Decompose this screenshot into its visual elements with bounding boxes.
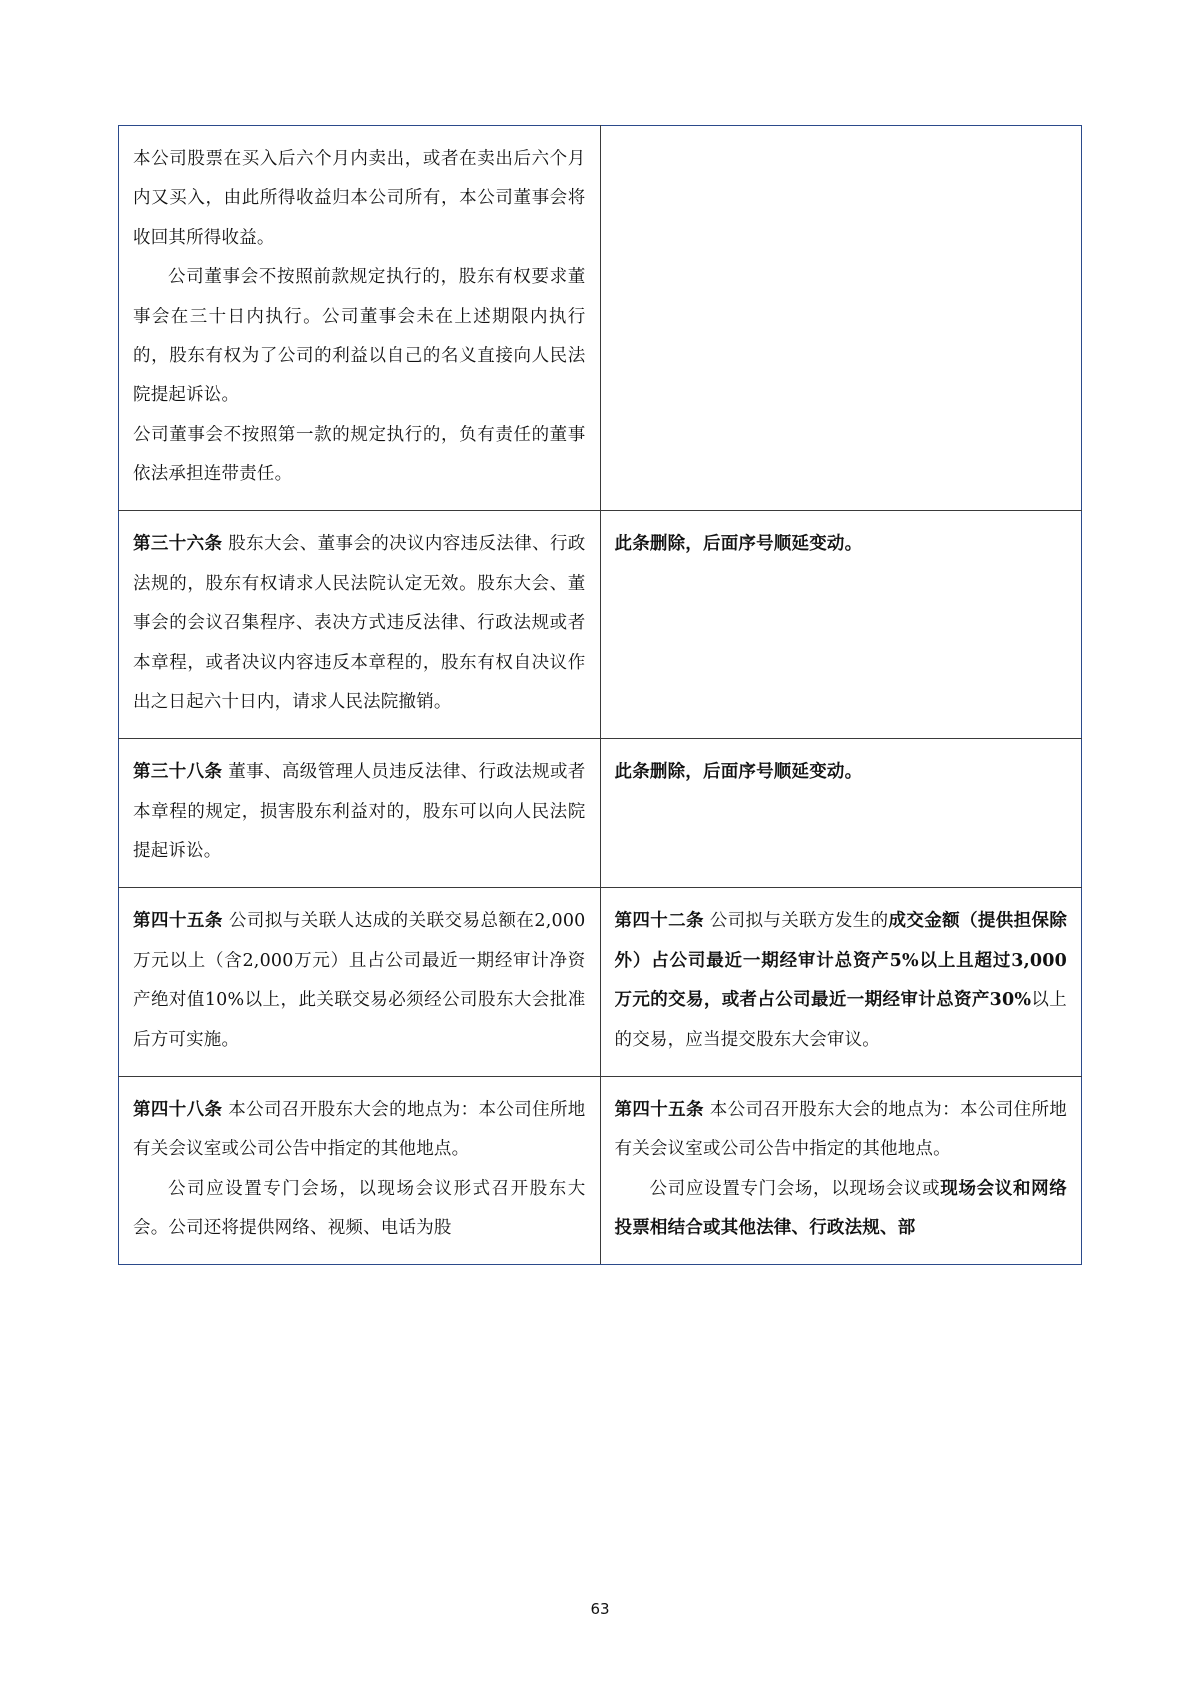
article-number: 第四十二条 [614,911,704,932]
table-cell-revised [600,888,1082,1077]
paragraph [133,753,586,871]
paragraph: 本公司股票在买入后六个月内卖出，或者在卖出后六个月内又买入，由此所得收益归本公司所有，本公司董事会将收回其所得收益。 [133,149,586,248]
table-row [119,511,1082,739]
paragraph [133,525,586,722]
table-cell-original [119,511,601,739]
empty-content [615,140,1068,150]
table-cell-original [119,1076,601,1265]
table-cell-revised [600,1076,1082,1265]
table-cell-revised [600,126,1082,511]
table-cell-original [119,888,601,1077]
table-row [119,739,1082,888]
table-cell-original [119,739,601,888]
article-number: 第四十五条 [133,911,223,932]
article-body: 董事、高级管理人员违反法律、行政法规或者本章程的规定，损害股东利益对的，股东可以向人民法院提起诉讼。 [133,762,586,861]
paragraph [133,1091,586,1170]
article-body: 公司拟与关联方发生的成交金额（提供担保除外）占公司最近一期经审计总资产5%以上且超过3,000万元的交易，或者占公司最近一期经审计总资产30%以上的交易，应当提交股东大会审议。 [614,911,1068,1050]
paragraph: 公司董事会不按照第一款的规定执行的，负有责任的董事依法承担连带责任。 [133,424,586,484]
paragraph: 公司应设置专门会场，以现场会议或现场会议和网络投票相结合或其他法律、行政法规、部 [614,1178,1067,1238]
page-number: 63 [590,1600,610,1618]
article-number: 第三十八条 [133,762,223,783]
article-number: 第四十五条 [614,1099,704,1120]
paragraph [133,902,586,1060]
table-body [119,126,1082,1265]
paragraph: 此条删除，后面序号顺延变动。 [614,534,863,555]
article-number: 第三十六条 [133,534,223,555]
table-row [119,126,1082,511]
article-body: 本公司召开股东大会的地点为：本公司住所地有关会议室或公司公告中指定的其他地点。 [614,1099,1068,1160]
table-cell-revised [600,739,1082,888]
article-body: 公司拟与关联人达成的关联交易总额在2,000万元以上（含2,000万元）且占公司最近一期经审计净资产绝对值10%以上，此关联交易必须经公司股东大会批准后方可实施。 [133,911,586,1050]
paragraph [615,1091,1068,1170]
article-number: 第四十八条 [133,1099,223,1120]
paragraph [615,902,1068,1060]
paragraph: 公司应设置专门会场，以现场会议形式召开股东大会。公司还将提供网络、视频、电话为股 [133,1178,586,1238]
paragraph: 公司董事会不按照前款规定执行的，股东有权要求董事会在三十日内执行。公司董事会未在上述期限内执行的，股东有权为了公司的利益以自己的名义直接向人民法院提起诉讼。 [133,267,586,406]
article-body: 本公司召开股东大会的地点为：本公司住所地有关会议室或公司公告中指定的其他地点。 [133,1099,586,1160]
table-cell-original [119,126,601,511]
table-row [119,888,1082,1077]
article-body: 股东大会、董事会的决议内容违反法律、行政法规的，股东有权请求人民法院认定无效。股东大会、董事会的会议召集程序、表决方式违反法律、行政法规或者本章程，或者决议内容违反本章程的，股东有权自决议作出之日起六十日内，请求人民法院撤销。 [133,534,586,712]
amendment-comparison-table [118,125,1082,1265]
table-cell-revised [600,511,1082,739]
table-row [119,1076,1082,1265]
paragraph: 此条删除，后面序号顺延变动。 [614,762,863,783]
